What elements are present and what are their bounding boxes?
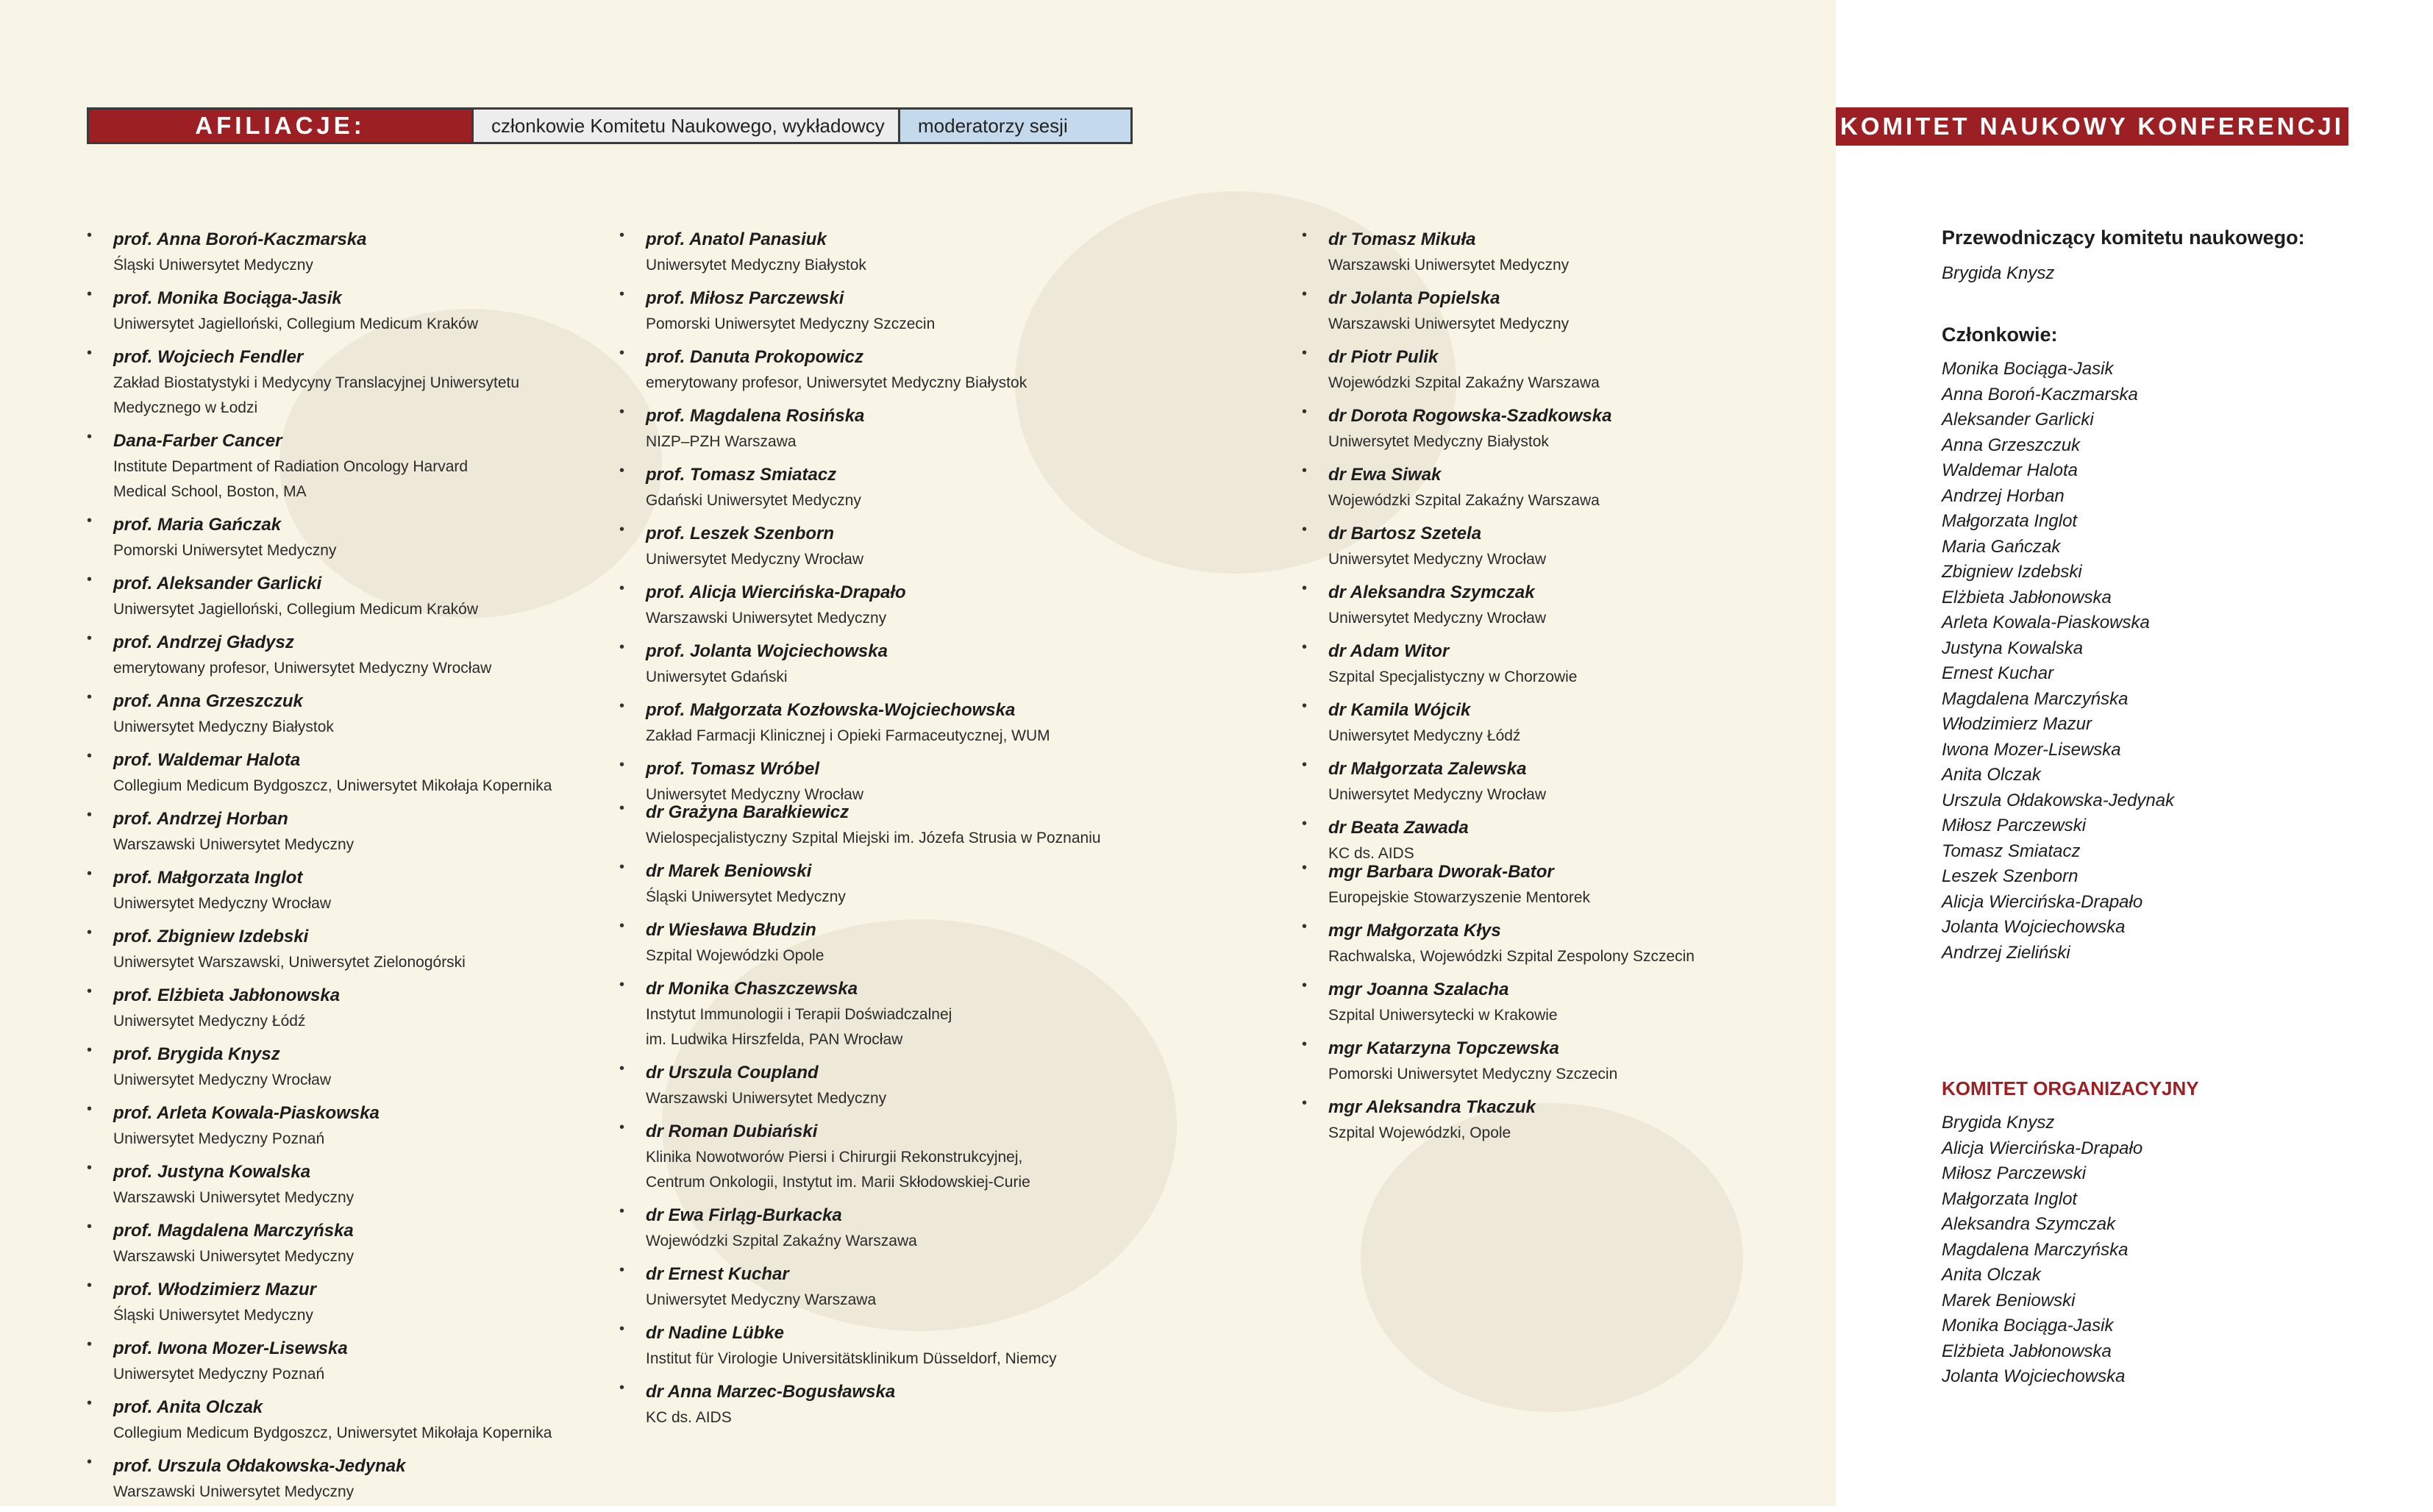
affiliation-text: Uniwersytet Medyczny Wrocław [1328, 786, 1547, 803]
affiliation-text: Szpital Uniwersytecki w Krakowie [1328, 1007, 1558, 1024]
committee-member: Monika Bociąga-Jasik [1942, 359, 2114, 379]
affiliation-entry [619, 227, 1222, 278]
affiliation-entry [619, 799, 1222, 851]
organizing-list [1942, 1110, 2199, 1390]
person-name: • mgr Aleksandra Tkaczuk [1328, 1097, 1536, 1117]
affiliation-text: Klinika Nowotworów Piersi i Chirurgii Rekonstrukcyjnej, [646, 1149, 1023, 1166]
affiliation-entry [1302, 756, 1817, 807]
person-name: • prof. Arleta Kowala-Piaskowska [113, 1103, 380, 1123]
person-name: • prof. Tomasz Smiatacz [646, 465, 837, 485]
affiliation-entry [619, 1119, 1222, 1195]
affiliation-text: Warszawski Uniwersytet Medyczny [1328, 315, 1570, 332]
person-name: • prof. Monika Bociąga-Jasik [113, 288, 342, 308]
organizing-member: Marek Beniowski [1942, 1290, 2076, 1310]
affiliation-entry [619, 1202, 1222, 1254]
affiliation-text: Zakład Biostatystyki i Medycyny Translacyjnej Uniwersytetu [113, 374, 520, 391]
committee-member: Iwona Mozer-Lisewska [1942, 739, 2121, 760]
affiliation-text: Uniwersytet Medyczny Białystok [646, 257, 866, 274]
affiliation-entry [619, 1320, 1222, 1372]
affiliation-text: Medycznego w Łodzi [113, 399, 258, 416]
affiliation-text: Uniwersytet Medyczny Białystok [1328, 433, 1549, 450]
person-name: • dr Bartosz Szetela [1328, 524, 1482, 543]
person-name: • prof. Tomasz Wróbel [646, 759, 820, 779]
affiliation-text: Szpital Wojewódzki Opole [646, 947, 824, 964]
person-name: • prof. Aleksander Garlicki [113, 574, 322, 593]
affiliation-entry [1302, 403, 1817, 454]
affiliation-text: Uniwersytet Medyczny Warszawa [646, 1291, 877, 1308]
person-name: • mgr Barbara Dworak-Bator [1328, 862, 1554, 882]
person-name: • dr Monika Chaszczewska [646, 979, 858, 999]
affiliation-text: Wielospecjalistyczny Szpital Miejski im. Józefa Strusia w Poznaniu [646, 830, 1101, 846]
person-name: • dr Wiesława Błudzin [646, 920, 816, 940]
affiliation-entry [1302, 638, 1817, 690]
affiliation-entry [87, 1277, 616, 1328]
affiliation-text: Warszawski Uniwersytet Medyczny [113, 1189, 355, 1206]
members-list [1942, 357, 2174, 966]
affiliation-text: Warszawski Uniwersytet Medyczny [113, 836, 355, 853]
affiliation-entry [1302, 227, 1817, 278]
organizing-member: Miłosz Parczewski [1942, 1163, 2087, 1183]
person-name: • prof. Leszek Szenborn [646, 524, 835, 543]
affiliation-text: Zakład Farmacji Klinicznej i Opieki Farmaceutycznej, WUM [646, 727, 1050, 744]
affiliation-text: Uniwersytet Gdański [646, 668, 788, 685]
committee-member: Zbigniew Izdebski [1942, 562, 2082, 582]
affiliation-text: Warszawski Uniwersytet Medyczny [646, 610, 887, 627]
affiliation-entry [1302, 462, 1817, 513]
organizing-member: Elżbieta Jabłonowska [1942, 1341, 2112, 1361]
affiliation-text: Instytut Immunologii i Terapii Doświadczalnej [646, 1006, 952, 1023]
affiliation-text: Europejskie Stowarzyszenie Mentorek [1328, 889, 1590, 906]
affiliation-text: Uniwersytet Medyczny Wrocław [113, 895, 332, 912]
legend-key-committee: członkowie Komitetu Naukowego, wykładowcy [471, 110, 898, 142]
affiliation-entry [87, 747, 616, 799]
person-name: • dr Jolanta Popielska [1328, 288, 1500, 308]
person-name: • prof. Urszula Ołdakowska-Jedynak [113, 1456, 406, 1476]
affiliation-text: Wojewódzki Szpital Zakaźny Warszawa [1328, 374, 1600, 391]
affiliation-entry [87, 571, 616, 622]
committee-member: Anita Olczak [1942, 765, 2041, 785]
person-name: • prof. Magdalena Marczyńska [113, 1221, 354, 1241]
affiliation-text: Gdański Uniwersytet Medyczny [646, 492, 861, 509]
person-name: • dr Aleksandra Szymczak [1328, 582, 1535, 602]
affiliation-text: emerytowany profesor, Uniwersytet Medyczny Białystok [646, 374, 1027, 391]
affiliation-text: KC ds. AIDS [646, 1409, 732, 1426]
affiliation-text: Institut für Virologie Universitätsklinikum Düsseldorf, Niemcy [646, 1350, 1057, 1367]
affiliation-text: Pomorski Uniwersytet Medyczny [113, 542, 337, 559]
person-name: • prof. Jolanta Wojciechowska [646, 641, 888, 661]
affiliation-entry [619, 403, 1222, 454]
affiliation-text: Śląski Uniwersytet Medyczny [113, 257, 313, 274]
affiliations-column-1 [87, 227, 616, 1512]
affiliation-text: Warszawski Uniwersytet Medyczny [113, 1248, 355, 1265]
affiliation-entry [1302, 521, 1817, 572]
affiliation-text: Uniwersytet Jagielloński, Collegium Medicum Kraków [113, 315, 479, 332]
affiliation-text: Śląski Uniwersytet Medyczny [646, 888, 846, 905]
person-name: • prof. Elżbieta Jabłonowska [113, 985, 341, 1005]
person-name: • mgr Katarzyna Topczewska [1328, 1038, 1559, 1058]
person-name: • dr Małgorzata Zalewska [1328, 759, 1527, 779]
affiliation-text: Uniwersytet Medyczny Wrocław [1328, 610, 1547, 627]
affiliation-entry [1302, 580, 1817, 631]
committee-member: Alicja Wiercińska-Drapało [1942, 891, 2143, 912]
committee-member: Maria Gańczak [1942, 536, 2061, 557]
affiliation-text: KC ds. AIDS [1328, 845, 1414, 862]
affiliations-column-3-doctors [1302, 227, 1817, 874]
affiliation-entry [1302, 1035, 1817, 1087]
affiliation-entry [87, 1041, 616, 1093]
affiliation-entry [87, 1394, 616, 1446]
affiliation-text: Medical School, Boston, MA [113, 483, 307, 500]
affiliations-column-3-masters [1302, 859, 1817, 1153]
person-name: • prof. Brygida Knysz [113, 1044, 280, 1064]
committee-member: Aleksander Garlicki [1942, 410, 2094, 429]
committee-member: Elżbieta Jabłonowska [1942, 587, 2112, 607]
person-name: • dr Grażyna Barałkiewicz [646, 802, 849, 822]
organizing-member: Jolanta Wojciechowska [1942, 1366, 2126, 1386]
affiliation-entry [87, 983, 616, 1034]
affiliation-entry [619, 1261, 1222, 1313]
committee-member: Jolanta Wojciechowska [1942, 917, 2126, 937]
affiliation-entry [87, 227, 616, 278]
affiliation-text: Pomorski Uniwersytet Medyczny Szczecin [1328, 1066, 1618, 1083]
person-name: • prof. Iwona Mozer-Lisewska [113, 1338, 348, 1358]
chair-name: Brygida Knysz [1942, 263, 2055, 283]
affiliation-entry [87, 924, 616, 975]
person-name: • prof. Anatol Panasiuk [646, 229, 827, 249]
person-name: • prof. Małgorzata Inglot [113, 868, 303, 888]
committee-member: Włodzimierz Mazur [1942, 714, 2092, 734]
committee-member: Waldemar Halota [1942, 460, 2078, 480]
members-heading: Członkowie: [1942, 324, 2058, 346]
affiliation-text: Uniwersytet Medyczny Poznań [113, 1130, 325, 1147]
person-name: • prof. Anna Grzeszczuk [113, 691, 303, 711]
person-name: • dr Ewa Siwak [1328, 465, 1442, 485]
person-name: • prof. Maria Gańczak [113, 515, 282, 535]
affiliation-entry [1302, 918, 1817, 969]
affiliations-column-2-professors [619, 227, 1222, 815]
affiliation-entry [87, 1159, 616, 1210]
affiliation-text: Szpital Wojewódzki, Opole [1328, 1124, 1511, 1141]
person-name: • prof. Anna Boroń-Kaczmarska [113, 229, 367, 249]
affiliation-text: Uniwersytet Medyczny Wrocław [113, 1071, 332, 1088]
affiliation-text: Uniwersytet Medyczny Białystok [113, 718, 334, 735]
committee-member: Urszula Ołdakowska-Jedynak [1942, 790, 2175, 810]
organizing-member: Aleksandra Szymczak [1942, 1214, 2116, 1234]
committee-member: Andrzej Horban [1942, 485, 2065, 506]
affiliation-text: im. Ludwika Hirszfelda, PAN Wrocław [646, 1031, 903, 1048]
committee-member: Tomasz Smiatacz [1942, 841, 2081, 861]
person-name: • prof. Miłosz Parczewski [646, 288, 844, 308]
person-name: • mgr Małgorzata Kłys [1328, 921, 1501, 941]
person-name: • dr Piotr Pulik [1328, 347, 1439, 367]
person-name: • prof. Andrzej Horban [113, 809, 288, 829]
affiliation-entry [87, 1336, 616, 1387]
affiliations-legend [87, 107, 1133, 144]
affiliation-entry [87, 512, 616, 563]
legend-key-moderators: moderatorzy sesji [898, 110, 1130, 142]
affiliation-entry [1302, 697, 1817, 749]
affiliation-entry [87, 1100, 616, 1152]
affiliation-text: Centrum Onkologii, Instytut im. Marii Skłodowskiej-Curie [646, 1174, 1030, 1191]
affiliation-entry [87, 428, 616, 504]
person-name: • dr Beata Zawada [1328, 818, 1469, 838]
chair-heading: Przewodniczący komitetu naukowego: [1942, 227, 2305, 249]
affiliation-entry [87, 865, 616, 916]
person-name: • dr Nadine Lübke [646, 1323, 785, 1343]
affiliation-entry [619, 976, 1222, 1052]
affiliation-text: Uniwersytet Medyczny Poznań [113, 1366, 325, 1383]
affiliation-text: Warszawski Uniwersytet Medyczny [113, 1483, 355, 1500]
person-name: • Dana-Farber Cancer [113, 431, 282, 451]
person-name: • prof. Danuta Prokopowicz [646, 347, 864, 367]
affiliation-text: NIZP–PZH Warszawa [646, 433, 797, 450]
committee-member: Justyna Kowalska [1942, 638, 2084, 658]
person-name: • prof. Andrzej Gładysz [113, 632, 294, 652]
affiliation-text: Uniwersytet Medyczny Wrocław [1328, 551, 1547, 568]
affiliation-text: Uniwersytet Jagielloński, Collegium Medicum Kraków [113, 601, 479, 618]
affiliation-text: Uniwersytet Medyczny Łódź [1328, 727, 1521, 744]
person-name: • prof. Wojciech Fendler [113, 347, 304, 367]
person-name: • dr Roman Dubiański [646, 1121, 818, 1141]
committee-member: Anna Boroń-Kaczmarska [1942, 384, 2138, 404]
affiliation-entry [619, 344, 1222, 396]
person-name: • prof. Alicja Wiercińska-Drapało [646, 582, 906, 602]
organizing-committee-block [1942, 1077, 2199, 1390]
affiliation-entry [87, 688, 616, 740]
affiliation-entry [87, 630, 616, 681]
affiliations-column-2-doctors [619, 799, 1222, 1438]
affiliation-entry [619, 1060, 1222, 1111]
person-name: • dr Marek Beniowski [646, 861, 812, 881]
committee-member: Leszek Szenborn [1942, 866, 2078, 886]
affiliation-text: Pomorski Uniwersytet Medyczny Szczecin [646, 315, 936, 332]
committee-member: Arleta Kowala-Piaskowska [1942, 613, 2150, 632]
person-name: • prof. Justyna Kowalska [113, 1162, 311, 1182]
affiliation-text: Uniwersytet Medyczny Wrocław [646, 551, 864, 568]
affiliation-text: Collegium Medicum Bydgoszcz, Uniwersytet Mikołaja Kopernika [113, 1424, 552, 1441]
affiliation-text: Wojewódzki Szpital Zakaźny Warszawa [1328, 492, 1600, 509]
committee-member: Magdalena Marczyńska [1942, 688, 2129, 709]
affiliation-text: Warszawski Uniwersytet Medyczny [646, 1090, 887, 1107]
committee-member: Małgorzata Inglot [1942, 511, 2078, 531]
affiliation-entry [87, 285, 616, 337]
affiliation-entry [619, 580, 1222, 631]
affiliation-entry [1302, 859, 1817, 910]
committee-title: KOMITET NAUKOWY KONFERENCJI [1836, 107, 2348, 146]
affiliation-text: Śląski Uniwersytet Medyczny [113, 1307, 313, 1324]
person-name: • dr Tomasz Mikuła [1328, 229, 1476, 249]
affiliation-entry [1302, 977, 1817, 1028]
organizing-member: Małgorzata Inglot [1942, 1188, 2078, 1209]
committee-members-block [1942, 324, 2174, 966]
affiliation-entry [1302, 285, 1817, 337]
person-name: • dr Ernest Kuchar [646, 1264, 789, 1284]
affiliation-entry [1302, 1094, 1817, 1146]
person-name: • dr Dorota Rogowska-Szadkowska [1328, 406, 1612, 426]
person-name: • dr Ewa Firląg-Burkacka [646, 1205, 842, 1225]
affiliation-entry [1302, 344, 1817, 396]
person-name: • prof. Włodzimierz Mazur [113, 1280, 316, 1299]
committee-member: Anna Grzeszczuk [1942, 435, 2081, 455]
committee-member: Ernest Kuchar [1942, 663, 2054, 683]
person-name: • dr Urszula Coupland [646, 1063, 819, 1083]
affiliation-text: Uniwersytet Medyczny Łódź [113, 1013, 306, 1030]
affiliation-entry [619, 917, 1222, 969]
organizing-member: Monika Bociąga-Jasik [1942, 1316, 2114, 1336]
committee-member: Miłosz Parczewski [1942, 816, 2087, 835]
person-name: • prof. Waldemar Halota [113, 750, 301, 770]
person-name: • prof. Małgorzata Kozłowska-Wojciechowska [646, 700, 1016, 720]
affiliation-entry [87, 1453, 616, 1505]
affiliation-entry [619, 638, 1222, 690]
organizing-member: Magdalena Marczyńska [1942, 1239, 2129, 1260]
person-name: • prof. Anita Olczak [113, 1397, 263, 1417]
person-name: • dr Kamila Wójcik [1328, 700, 1471, 720]
organizing-member: Alicja Wiercińska-Drapało [1942, 1138, 2143, 1158]
affiliation-text: Szpital Specjalistyczny w Chorzowie [1328, 668, 1578, 685]
organizing-member: Brygida Knysz [1942, 1113, 2055, 1133]
organizing-heading: KOMITET ORGANIZACYJNY [1942, 1077, 2199, 1099]
committee-member: Andrzej Zieliński [1942, 942, 2070, 963]
committee-chair-block [1942, 227, 2305, 287]
person-name: • prof. Magdalena Rosińska [646, 406, 865, 426]
affiliation-entry [87, 344, 616, 421]
affiliation-entry [87, 1218, 616, 1269]
person-name: • dr Anna Marzec-Bogusławska [646, 1382, 896, 1402]
affiliation-entry [619, 858, 1222, 910]
affiliation-entry [619, 285, 1222, 337]
organizing-member: Anita Olczak [1942, 1265, 2041, 1285]
affiliation-text: Uniwersytet Warszawski, Uniwersytet Zielonogórski [113, 954, 466, 971]
affiliation-text: Uniwersytet Medyczny Wrocław [646, 786, 864, 803]
affiliation-text: Rachwalska, Wojewódzki Szpital Zespolony Szczecin [1328, 948, 1695, 965]
affiliation-text: emerytowany profesor, Uniwersytet Medyczny Wrocław [113, 660, 492, 677]
affiliation-text: Warszawski Uniwersytet Medyczny [1328, 257, 1570, 274]
legend-label: AFILIACJE: [89, 110, 471, 142]
affiliation-entry [87, 806, 616, 857]
affiliation-text: Collegium Medicum Bydgoszcz, Uniwersytet Mikołaja Kopernika [113, 777, 552, 794]
affiliation-text: Institute Department of Radiation Oncology Harvard [113, 458, 469, 475]
affiliation-entry [619, 1379, 1222, 1430]
affiliation-text: Wojewódzki Szpital Zakaźny Warszawa [646, 1233, 917, 1249]
person-name: • mgr Joanna Szalacha [1328, 980, 1509, 999]
affiliation-entry [619, 521, 1222, 572]
affiliation-entry [619, 462, 1222, 513]
affiliation-entry [619, 697, 1222, 749]
person-name: • prof. Zbigniew Izdebski [113, 927, 309, 946]
person-name: • dr Adam Witor [1328, 641, 1450, 661]
